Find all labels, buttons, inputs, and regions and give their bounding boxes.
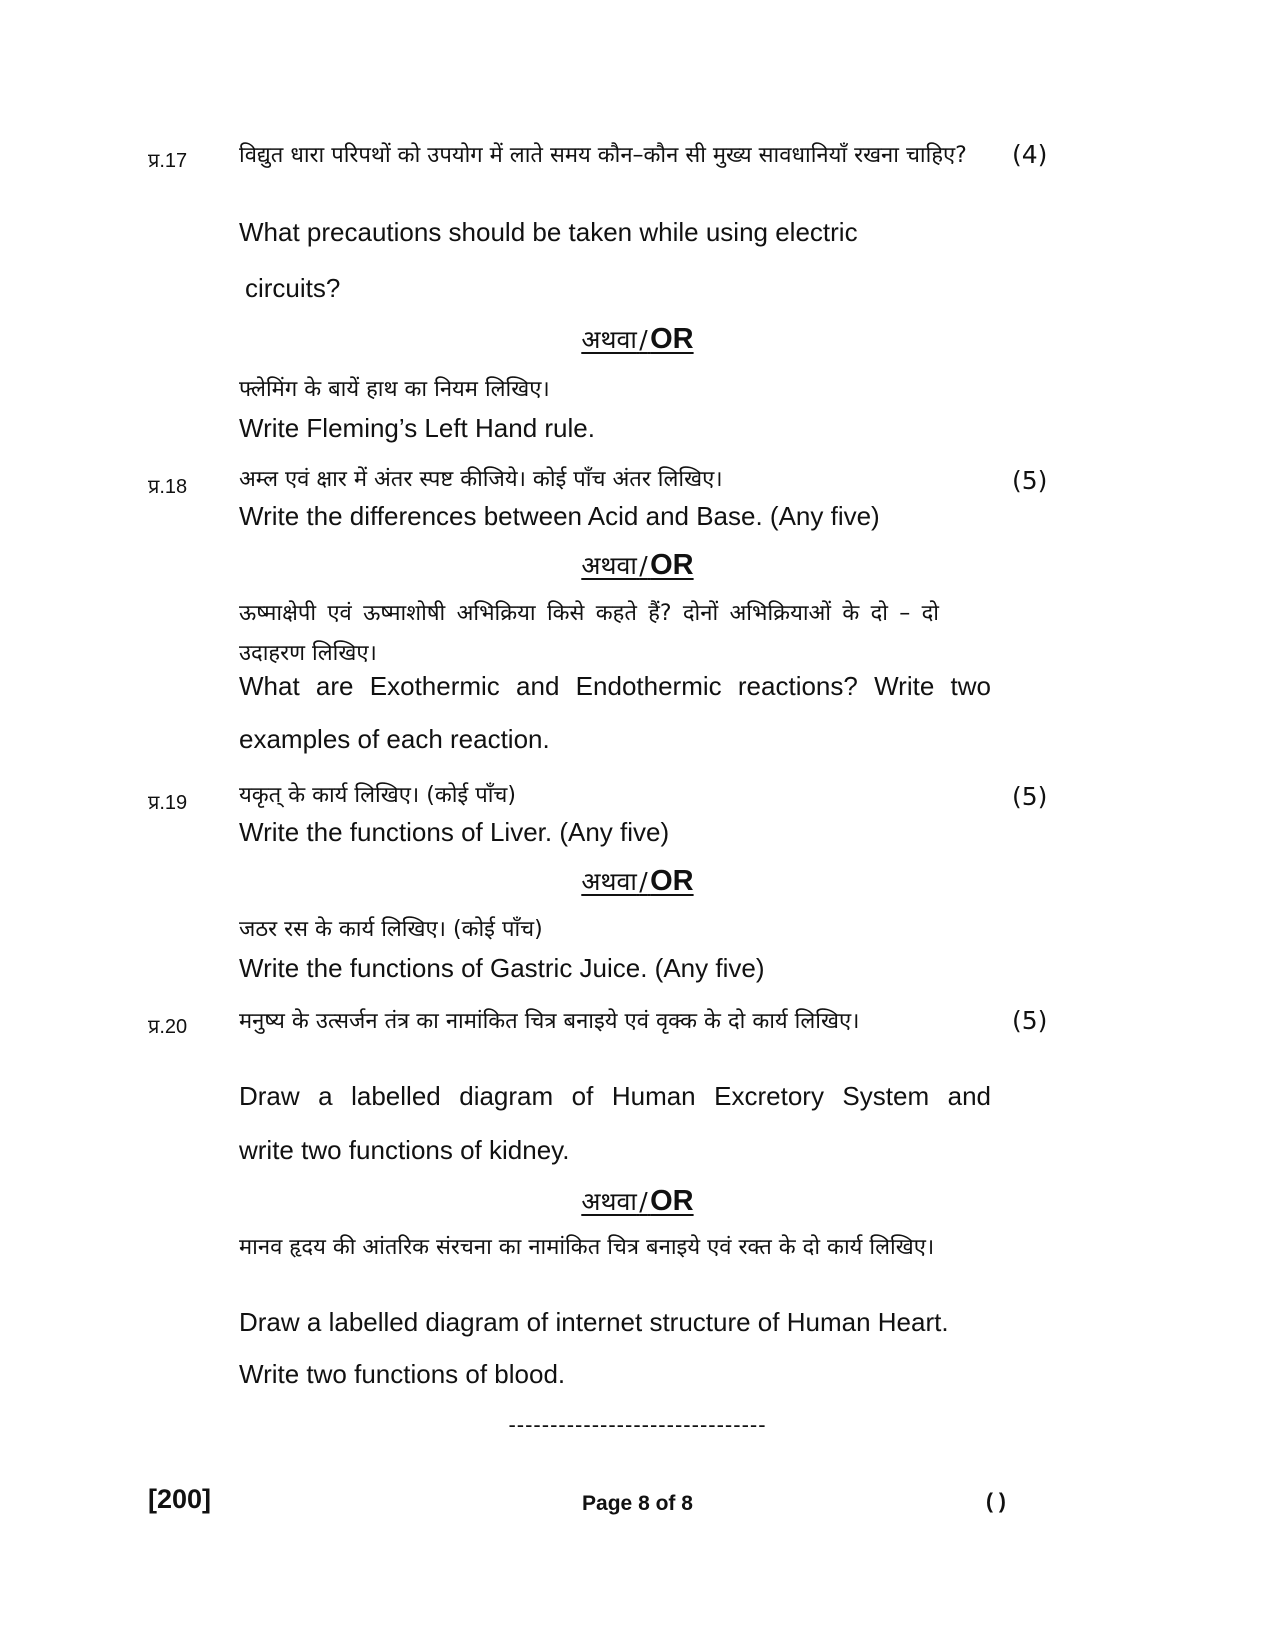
footer-right-marker: ( ) <box>986 1490 1006 1513</box>
end-rule: ------------------------------- <box>508 1412 767 1437</box>
q18-or-hindi: ऊष्माक्षेपी एवं ऊष्माशोषी अभिक्रिया किसे कहते हैं? दोनों अभिक्रियाओं के दो – दो उदाहरण लिखिए। <box>239 601 939 666</box>
q18-english: Write the differences between Acid and Base. (Any five) <box>239 501 880 531</box>
q19-or-english: Write the functions of Gastric Juice. (Any five) <box>239 953 765 983</box>
q20-or-english-line1: Draw a labelled diagram of internet structure of Human Heart. <box>239 1307 949 1337</box>
q18-hindi: अम्ल एवं क्षार में अंतर स्पष्ट कीजिये। कोई पाँच अंतर लिखिए। <box>239 467 723 492</box>
page-number: Page 8 of 8 <box>582 1492 693 1515</box>
paper-code: [200] <box>148 1484 212 1514</box>
q19-or-hindi: जठर रस के कार्य लिखिए। (कोई पाँच) <box>239 917 543 942</box>
q19-english: Write the functions of Liver. (Any five) <box>239 817 670 847</box>
q19-hindi: यकृत् के कार्य लिखिए। (कोई पाँच) <box>239 783 516 808</box>
q20-english-line2: write two functions of kidney. <box>239 1135 570 1165</box>
question-number-18: प्र.18 <box>148 476 188 498</box>
q20-or-hindi: मानव हृदय की आंतरिक संरचना का नामांकित चित्र बनाइये एवं रक्त के दो कार्य लिखिए। <box>239 1235 935 1260</box>
question-number-20: प्र.20 <box>148 1016 188 1038</box>
q20-english-line1: Draw a labelled diagram of Human Excretory System and <box>239 1081 991 1111</box>
or-divider-20: अथवा / OR <box>581 1185 694 1217</box>
q20-or-english-line2: Write two functions of blood. <box>239 1359 566 1389</box>
question-number-19: प्र.19 <box>148 792 188 814</box>
marks-19: (5) <box>1012 782 1048 811</box>
q18-or-english-line1: What are Exothermic and Endothermic reactions? Write two <box>239 671 991 701</box>
or-divider-19: अथवा / OR <box>581 865 694 897</box>
q17-or-hindi: फ्लेमिंग के बायें हाथ का नियम लिखिए। <box>239 377 550 402</box>
marks-20: (5) <box>1012 1006 1048 1035</box>
q20-hindi: मनुष्य के उत्सर्जन तंत्र का नामांकित चित्र बनाइये एवं वृक्क के दो कार्य लिखिए। <box>239 1009 860 1034</box>
q17-or-english: Write Fleming’s Left Hand rule. <box>239 413 595 443</box>
q17-english-line1: What precautions should be taken while using electric <box>239 217 858 247</box>
or-divider-18: अथवा / OR <box>581 549 694 581</box>
question-number-17: प्र.17 <box>148 150 188 172</box>
q17-hindi: विद्युत धारा परिपथों को उपयोग में लाते समय कौन–कौन सी मुख्य सावधानियाँ रखना चाहिए? <box>239 143 967 168</box>
q17-english-line2: circuits? <box>245 273 341 303</box>
q18-or-english-line2: examples of each reaction. <box>239 724 550 754</box>
or-divider-17: अथवा / OR <box>581 323 694 355</box>
marks-17: (4) <box>1012 140 1048 169</box>
marks-18: (5) <box>1012 466 1048 495</box>
